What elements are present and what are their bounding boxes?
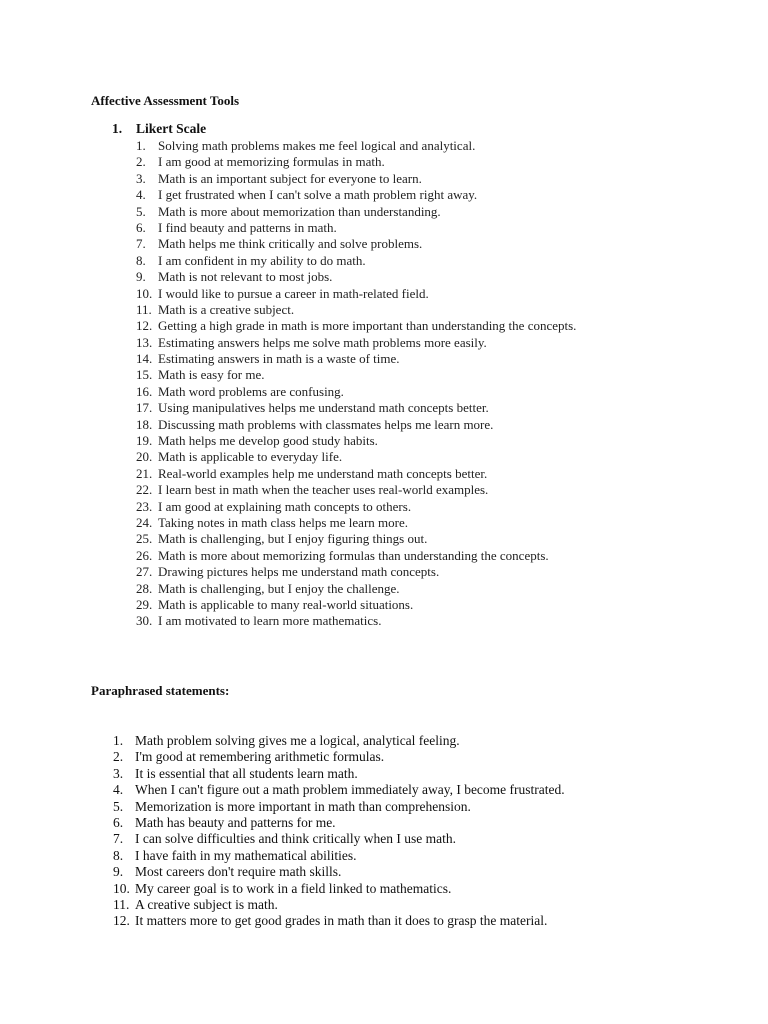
item-number: 11. — [136, 301, 152, 317]
likert-statement — [136, 449, 576, 465]
item-text: Math has beauty and patterns for me. — [135, 814, 336, 830]
item-number: 28. — [136, 580, 153, 596]
item-number: 24. — [136, 514, 153, 530]
item-text: Math is challenging, but I enjoy the challenge. — [158, 580, 400, 596]
item-number: 29. — [136, 596, 153, 612]
item-text: Drawing pictures helps me understand math concepts. — [158, 564, 440, 580]
likert-statement — [136, 548, 576, 564]
item-text: Memorization is more important in math than comprehension. — [135, 798, 471, 814]
item-number: 4. — [136, 187, 146, 203]
likert-statement — [136, 482, 576, 498]
item-number: 17. — [136, 400, 153, 416]
item-number: 19. — [136, 433, 153, 449]
item-number: 5. — [113, 798, 124, 814]
paraphrased-statement — [113, 815, 565, 831]
paraphrased-statement — [113, 749, 565, 765]
likert-statement — [136, 138, 576, 154]
item-number: 3. — [136, 170, 146, 186]
item-number: 7. — [113, 831, 124, 847]
item-text: Solving math problems makes me feel logical and analytical. — [158, 138, 476, 153]
item-number: 6. — [113, 814, 124, 830]
item-number: 2. — [113, 749, 124, 765]
item-number: 3. — [113, 765, 124, 781]
likert-statement — [136, 597, 576, 613]
item-number: 10. — [113, 880, 130, 896]
item-text: Math helps me think critically and solve problems. — [158, 236, 423, 252]
item-number: 25. — [136, 531, 153, 547]
item-number: 15. — [136, 367, 153, 383]
item-number: 8. — [136, 252, 146, 268]
likert-statement — [136, 236, 576, 252]
item-text: I would like to pursue a career in math-related field. — [158, 285, 429, 301]
item-number: 2. — [136, 154, 146, 170]
paraphrased-statement — [113, 913, 565, 929]
item-text: Math is applicable to everyday life. — [158, 449, 343, 465]
item-number: 9. — [136, 269, 146, 285]
item-text: I have faith in my mathematical abilities. — [135, 847, 357, 863]
likert-statement — [136, 187, 576, 203]
item-number: 14. — [136, 351, 153, 367]
item-text: I'm good at remembering arithmetic formulas. — [135, 749, 385, 765]
section-number: 1. — [112, 121, 123, 136]
item-text: Math is applicable to many real-world situations. — [158, 596, 414, 612]
paraphrased-statement — [113, 831, 565, 847]
section-title: Likert Scale — [136, 121, 207, 136]
paraphrased-statement — [113, 799, 565, 815]
item-number: 21. — [136, 465, 153, 481]
likert-statement — [136, 367, 576, 383]
item-text: When I can't figure out a math problem immediately away, I become frustrated. — [135, 782, 565, 798]
item-text: Discussing math problems with classmates helps me learn more. — [158, 416, 494, 432]
item-number: 18. — [136, 416, 153, 432]
item-number: 6. — [136, 219, 146, 235]
likert-statement — [136, 433, 576, 449]
item-text: I am good at explaining math concepts to others. — [158, 498, 412, 514]
item-text: I get frustrated when I can't solve a math problem right away. — [158, 187, 478, 203]
paraphrased-statement — [113, 848, 565, 864]
likert-statement — [136, 531, 576, 547]
item-text: Math is a creative subject. — [158, 301, 295, 317]
likert-statement — [136, 499, 576, 515]
item-number: 7. — [136, 236, 146, 252]
likert-statement — [136, 466, 576, 482]
item-number: 12. — [136, 318, 153, 334]
item-text: A creative subject is math. — [135, 896, 278, 912]
paraphrased-statement — [113, 864, 565, 880]
paraphrased-statement — [113, 897, 565, 913]
item-number: 5. — [136, 203, 146, 219]
item-number: 4. — [113, 782, 124, 798]
item-text: Math helps me develop good study habits. — [158, 433, 378, 449]
item-text: Math word problems are confusing. — [158, 383, 344, 399]
paraphrased-heading: Paraphrased statements: — [91, 683, 230, 698]
item-text: Estimating answers helps me solve math problems more easily. — [158, 334, 487, 350]
paraphrased-statement — [113, 881, 565, 897]
item-text: Math is easy for me. — [158, 367, 265, 383]
section-heading-likert — [112, 120, 206, 138]
item-text: Math is more about memorizing formulas than understanding the concepts. — [158, 547, 549, 563]
likert-statement — [136, 351, 576, 367]
likert-statement — [136, 220, 576, 236]
item-text: Using manipulatives helps me understand math concepts better. — [158, 400, 489, 416]
item-text: I can solve difficulties and think critically when I use math. — [135, 831, 457, 847]
item-number: 23. — [136, 498, 153, 514]
item-text: My career goal is to work in a field linked to mathematics. — [135, 880, 452, 896]
item-text: Real-world examples help me understand math concepts better. — [158, 465, 488, 481]
item-number: 26. — [136, 547, 153, 563]
likert-statement — [136, 613, 576, 629]
likert-statement — [136, 171, 576, 187]
likert-statement — [136, 154, 576, 170]
likert-statement — [136, 564, 576, 580]
item-number: 20. — [136, 449, 153, 465]
item-text: Most careers don't require math skills. — [135, 864, 342, 880]
item-text: Taking notes in math class helps me learn more. — [158, 514, 408, 530]
likert-statement — [136, 515, 576, 531]
paraphrased-statement-list — [113, 733, 565, 930]
likert-statement — [136, 384, 576, 400]
item-text: Math is more about memorization than understanding. — [158, 203, 441, 219]
item-number: 12. — [113, 913, 130, 929]
likert-statement — [136, 318, 576, 334]
item-text: Math is an important subject for everyone to learn. — [158, 170, 422, 186]
item-text: I am motivated to learn more mathematics. — [158, 613, 382, 629]
item-number: 27. — [136, 564, 153, 580]
item-text: Math is not relevant to most jobs. — [158, 269, 333, 285]
likert-statement — [136, 335, 576, 351]
likert-statement — [136, 253, 576, 269]
item-number: 1. — [136, 138, 146, 153]
likert-statement-list — [136, 138, 576, 630]
paraphrased-statement — [113, 766, 565, 782]
item-number: 13. — [136, 334, 153, 350]
item-number: 1. — [113, 733, 124, 748]
item-number: 11. — [113, 896, 130, 912]
item-number: 16. — [136, 383, 153, 399]
likert-statement — [136, 400, 576, 416]
item-text: Math is challenging, but I enjoy figuring things out. — [158, 531, 428, 547]
item-number: 10. — [136, 285, 153, 301]
item-text: I am good at memorizing formulas in math. — [158, 154, 385, 170]
item-text: I am confident in my ability to do math. — [158, 252, 366, 268]
item-text: Estimating answers in math is a waste of time. — [158, 351, 400, 367]
item-number: 9. — [113, 864, 124, 880]
likert-statement — [136, 302, 576, 318]
item-text: I learn best in math when the teacher uses real-world examples. — [158, 482, 489, 498]
likert-statement — [136, 581, 576, 597]
item-number: 30. — [136, 613, 153, 629]
paraphrased-statement — [113, 733, 565, 749]
likert-statement — [136, 286, 576, 302]
item-text: I find beauty and patterns in math. — [158, 219, 337, 235]
item-text: It matters more to get good grades in math than it does to grasp the material. — [135, 913, 548, 929]
paraphrased-statement — [113, 782, 565, 798]
item-number: 22. — [136, 482, 153, 498]
document-title: Affective Assessment Tools — [91, 93, 240, 108]
item-text: Getting a high grade in math is more important than understanding the concepts. — [158, 318, 577, 334]
item-number: 8. — [113, 847, 124, 863]
likert-statement — [136, 417, 576, 433]
likert-statement — [136, 269, 576, 285]
item-text: Math problem solving gives me a logical, analytical feeling. — [135, 733, 460, 748]
item-text: It is essential that all students learn math. — [135, 765, 358, 781]
likert-statement — [136, 204, 576, 220]
